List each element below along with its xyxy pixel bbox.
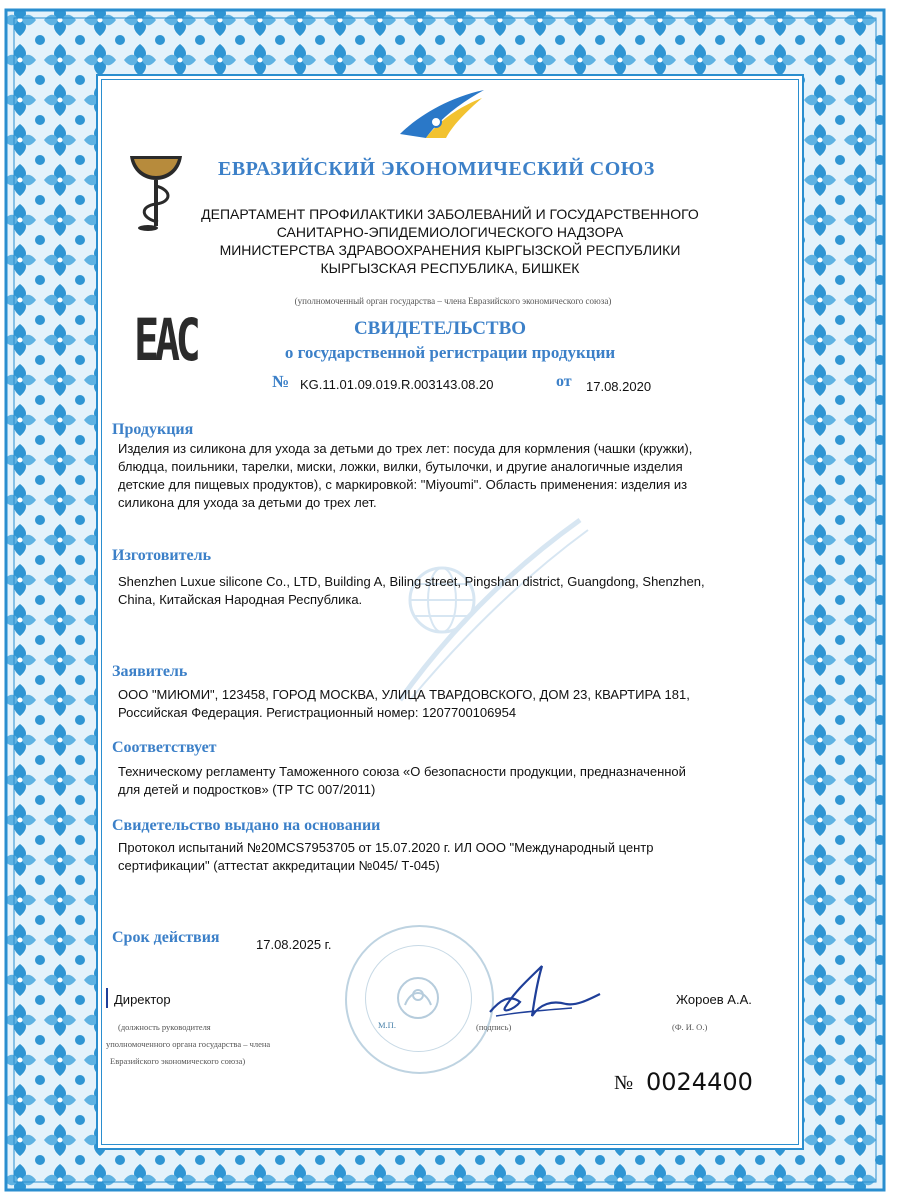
number-label: № bbox=[272, 372, 290, 391]
applicant-line-2: Российская Федерация. Регистрационный номер: 1207700106954 bbox=[118, 705, 517, 720]
validity-heading: Срок действия bbox=[112, 929, 220, 946]
basis-heading: Свидетельство выдано на основании bbox=[112, 817, 381, 834]
stamp-emblem-icon bbox=[395, 975, 441, 1021]
handwritten-signature bbox=[476, 960, 606, 1030]
applicant-line-1: ООО "МИЮМИ", 123458, ГОРОД МОСКВА, УЛИЦА ТВАРДОВСКОГО, ДОМ 23, КВАРТИРА 181, bbox=[118, 687, 690, 702]
product-line-3: детские для пищевых продуктов), с маркировкой: "Miyoumi". Область применения: изделия из bbox=[118, 477, 688, 492]
manufacturer-line-2: China, Китайская Народная Республика. bbox=[118, 592, 363, 607]
product-heading: Продукция bbox=[112, 421, 194, 438]
position-note-line-1: (должность руководителя bbox=[118, 1022, 211, 1032]
department-line-4: КЫРГЫЗСКАЯ РЕСПУБЛИКА, БИШКЕК bbox=[320, 260, 580, 276]
eaeu-logo bbox=[396, 88, 488, 140]
certificate-title: СВИДЕТЕЛЬСТВО bbox=[353, 318, 527, 339]
watermark-emblem bbox=[390, 510, 590, 710]
union-title: ЕВРАЗИЙСКИЙ ЭКОНОМИЧЕСКИЙ СОЮЗ bbox=[218, 158, 655, 180]
position-note-line-3: Евразийского экономического союза) bbox=[110, 1056, 246, 1066]
form-number-label: № bbox=[614, 1072, 634, 1094]
product-line-1: Изделия из силикона для ухода за детьми до трех лет: посуда для кормления (чашки (кружки), bbox=[118, 441, 693, 456]
certificate-date: 17.08.2020 bbox=[586, 379, 652, 394]
validity-date: 17.08.2025 г. bbox=[256, 937, 332, 952]
department-line-3: МИНИСТЕРСТВА ЗДРАВООХРАНЕНИЯ КЫРГЫЗСКОЙ РЕСПУБЛИКИ bbox=[219, 242, 681, 258]
name-label: (Ф. И. О.) bbox=[672, 1022, 708, 1032]
signature-tick bbox=[106, 988, 108, 1008]
eac-mark: EAC bbox=[134, 306, 197, 374]
stamp-label: М.П. bbox=[378, 1020, 396, 1030]
complies-line-2: для детей и подростков» (ТР ТС 007/2011) bbox=[118, 782, 376, 797]
product-line-2: блюдца, поильники, тарелки, миски, ложки, вилки, бутылочки, и другие аналогичные изделия bbox=[118, 459, 683, 474]
department-line-1: ДЕПАРТАМЕНТ ПРОФИЛАКТИКИ ЗАБОЛЕВАНИЙ И ГОСУДАРСТВЕННОГО bbox=[201, 206, 699, 222]
certificate-number: KG.11.01.09.019.R.003143.08.20 bbox=[300, 377, 494, 392]
signatory-name: Жороев А.А. bbox=[676, 992, 752, 1007]
form-number: 0024400 bbox=[646, 1068, 753, 1096]
complies-heading: Соответствует bbox=[112, 739, 217, 756]
certificate-subtitle: о государственной регистрации продукции bbox=[284, 343, 616, 362]
director-position: Директор bbox=[114, 992, 171, 1007]
product-line-4: силикона для ухода за детьми до трех лет. bbox=[118, 495, 377, 510]
date-label: от bbox=[556, 373, 572, 390]
department-line-2: САНИТАРНО-ЭПИДЕМИОЛОГИЧЕСКОГО НАДЗОРА bbox=[276, 224, 624, 240]
complies-line-1: Техническому регламенту Таможенного союза «О безопасности продукции, предназначенной bbox=[118, 764, 686, 779]
manufacturer-line-1: Shenzhen Luxue silicone Co., LTD, Building A, Biling street, Pingshan district, Guangdong, Shenzhen, bbox=[118, 574, 705, 589]
authority-note: (уполномоченный орган государства – члена Евразийского экономического союза) bbox=[294, 296, 612, 306]
basis-line-1: Протокол испытаний №20MCS7953705 от 15.07.2020 г. ИЛ ООО "Международный центр bbox=[118, 840, 654, 855]
basis-line-2: сертификации" (аттестат аккредитации №045/ Т-045) bbox=[118, 858, 440, 873]
manufacturer-heading: Изготовитель bbox=[112, 547, 212, 564]
signature-label: (подпись) bbox=[476, 1022, 512, 1032]
position-note-line-2: уполномоченного органа государства – члена bbox=[106, 1039, 271, 1049]
applicant-heading: Заявитель bbox=[112, 663, 188, 680]
